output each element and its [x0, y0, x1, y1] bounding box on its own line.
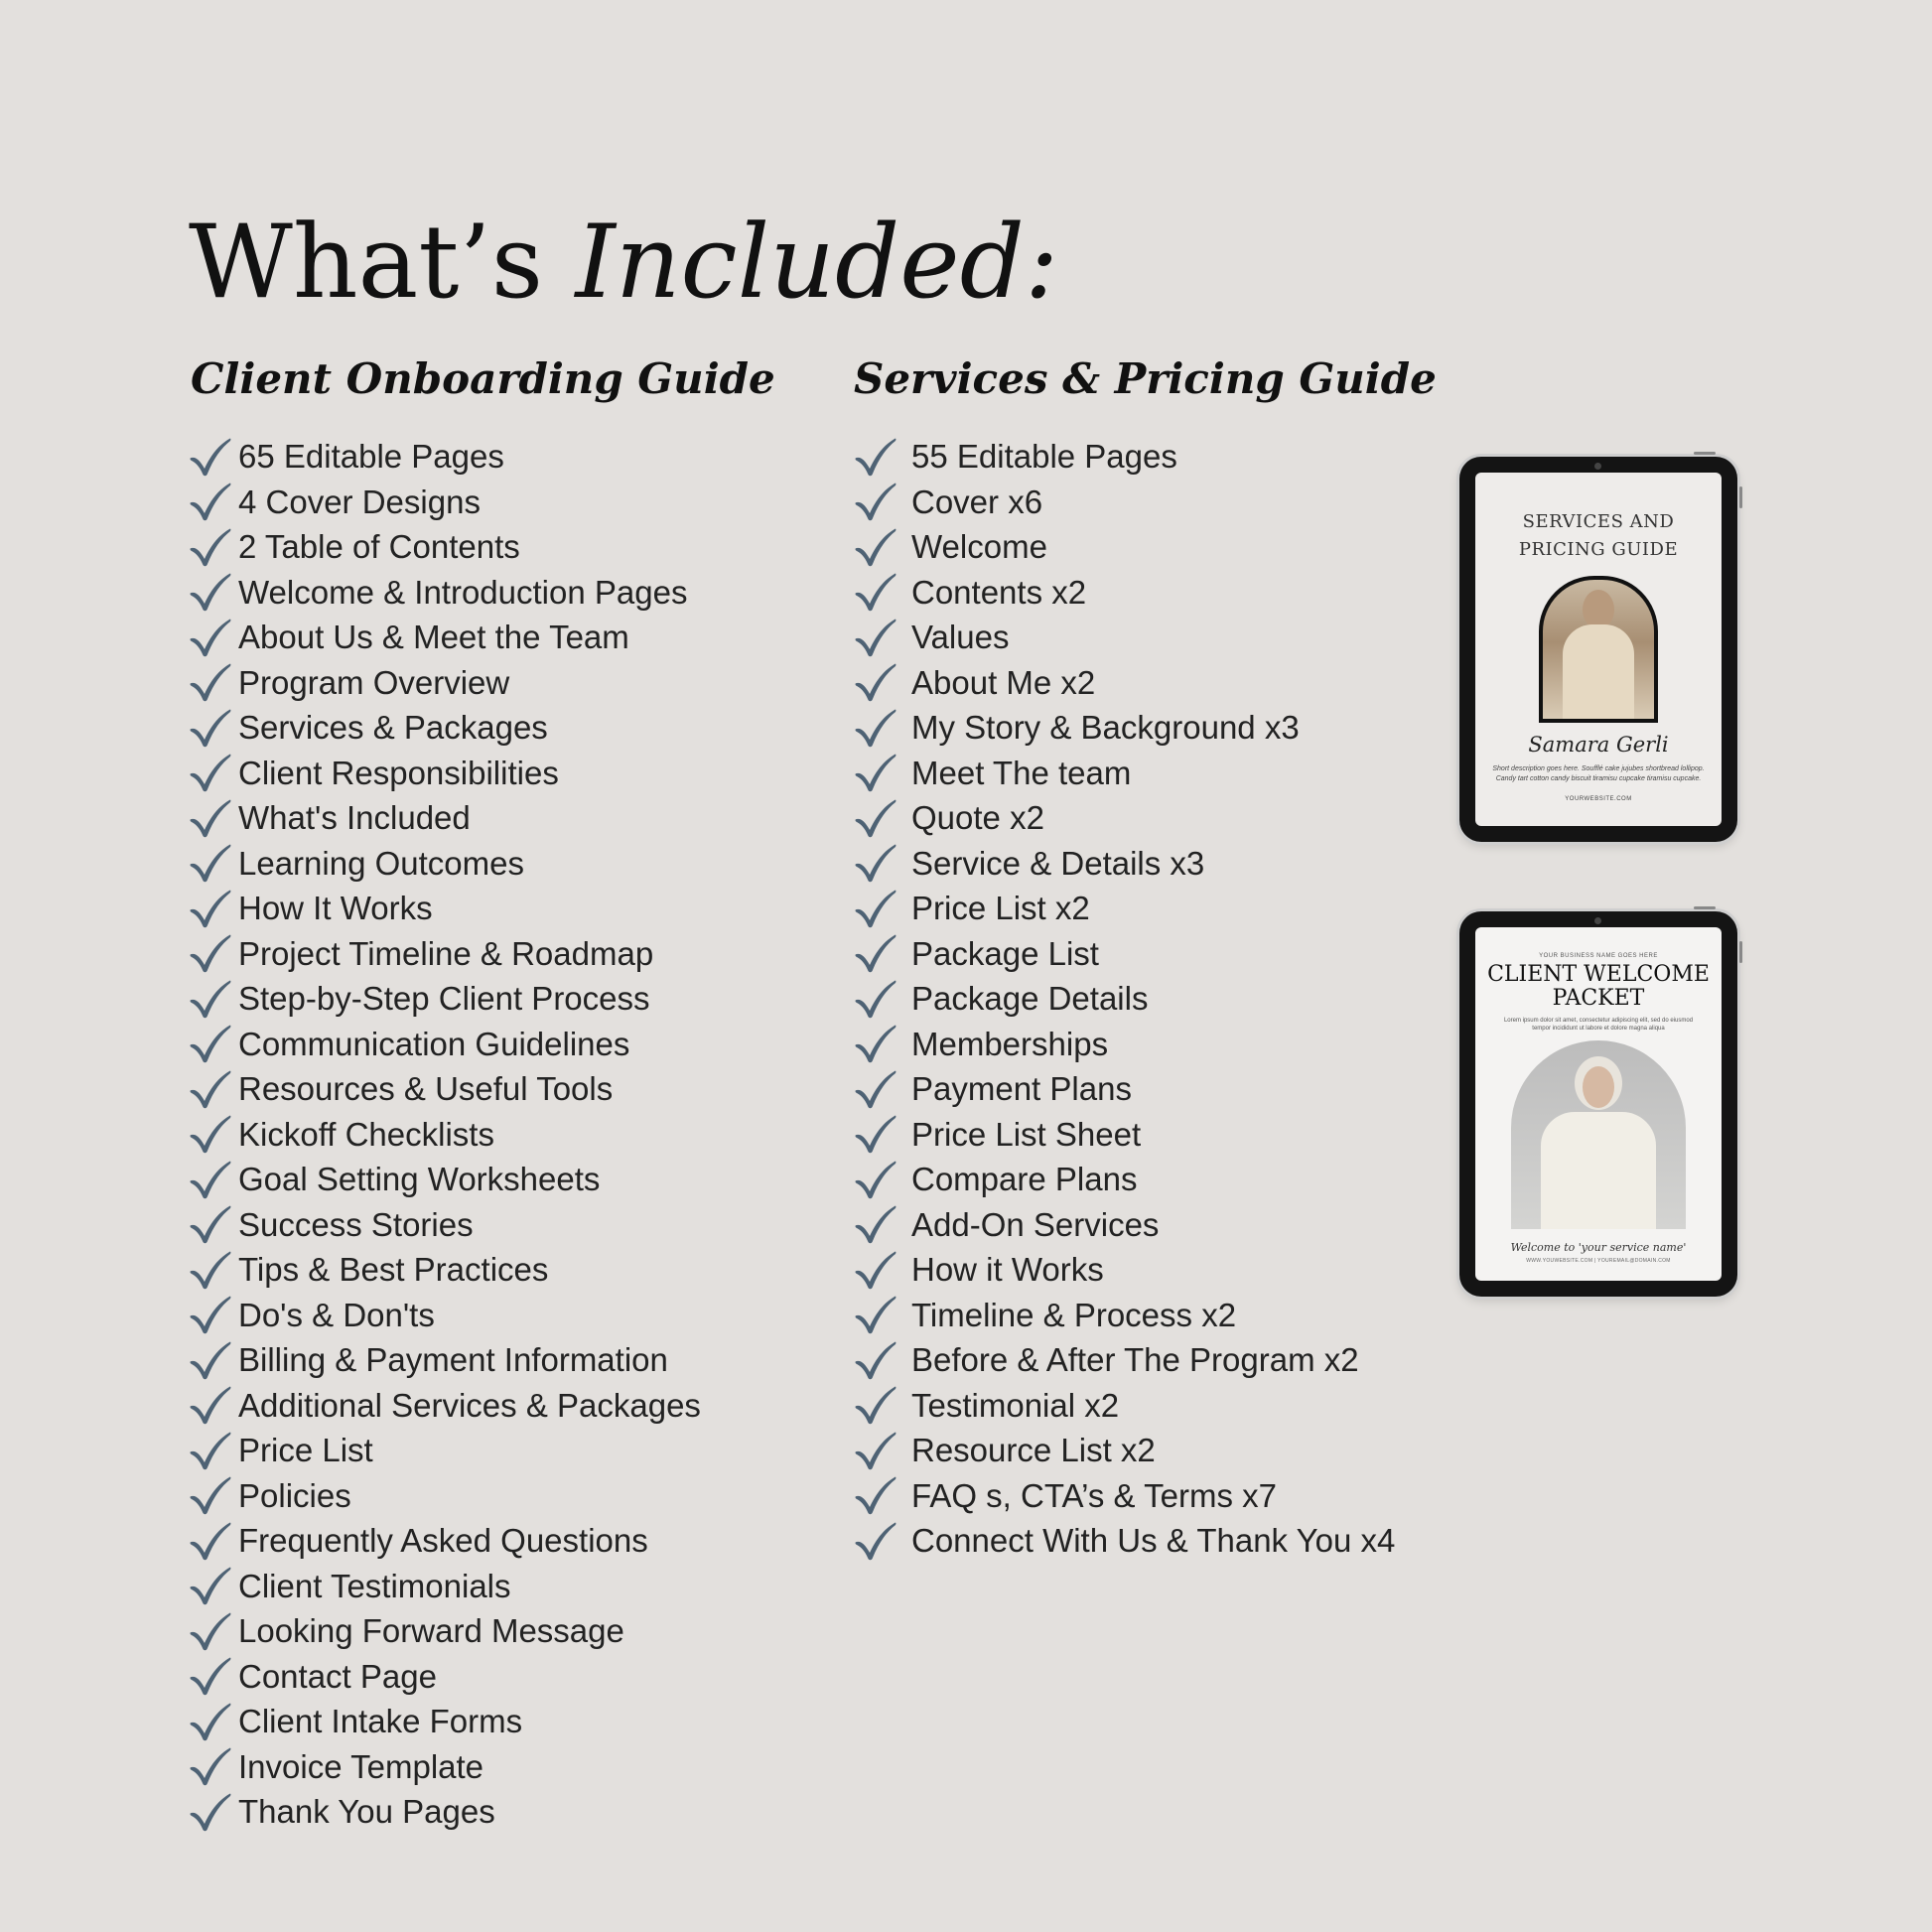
- cover-title-line: PACKET: [1552, 986, 1645, 1011]
- cover-url: WWW.YOUWEBSITE.COM | YOUREMAIL@DOMAIN.COM: [1526, 1258, 1671, 1264]
- check-icon: [854, 1068, 897, 1110]
- list-item: [854, 751, 1395, 796]
- list-item: [189, 841, 701, 887]
- list-item: [854, 1066, 1395, 1112]
- list-item: [854, 1383, 1395, 1429]
- check-icon: [854, 1520, 897, 1562]
- check-icon: [189, 1745, 232, 1787]
- list-item: [189, 795, 701, 841]
- cover-description: Short description goes here. Soufflé cake jujubes shortbread lollipop. Candy tart cotton candy biscuit tiramisu cupcake tiramisu cupcake.: [1492, 765, 1705, 782]
- list-item: [189, 1699, 701, 1744]
- check-icon: [189, 1159, 232, 1200]
- list-item-label: Add-On Services: [911, 1205, 1160, 1243]
- list-item-label: Timeline & Process x2: [911, 1296, 1237, 1333]
- tablet-screen: [1475, 473, 1722, 826]
- cover-photo: [1511, 1040, 1686, 1229]
- list-item: [854, 1428, 1395, 1473]
- list-item: [854, 976, 1395, 1022]
- list-item-label: What's Included: [238, 799, 471, 836]
- cover-title-line: CLIENT WELCOME: [1487, 962, 1710, 987]
- list-item: [854, 660, 1395, 706]
- list-item-label: 4 Cover Designs: [238, 483, 481, 520]
- list-item-label: Service & Details x3: [911, 844, 1205, 882]
- check-icon: [189, 1520, 232, 1562]
- check-icon: [854, 481, 897, 522]
- list-item: [189, 615, 701, 660]
- check-icon: [854, 1339, 897, 1381]
- check-icon: [189, 707, 232, 749]
- check-icon: [189, 1384, 232, 1426]
- list-item-label: Compare Plans: [911, 1161, 1138, 1197]
- check-icon: [854, 707, 897, 749]
- tablet-services-pricing-preview: [1459, 457, 1737, 842]
- photo-body: [1563, 624, 1634, 719]
- list-item: [189, 976, 701, 1022]
- list-item-label: How It Works: [238, 890, 433, 926]
- check-icon: [854, 752, 897, 793]
- check-icon: [189, 1023, 232, 1064]
- camera-icon: [1594, 917, 1601, 924]
- list-item: [189, 1654, 701, 1700]
- list-item-label: Success Stories: [238, 1205, 474, 1243]
- list-item: [854, 705, 1395, 751]
- check-icon: [854, 617, 897, 658]
- check-icon: [854, 436, 897, 478]
- list-item-label: Client Responsibilities: [238, 754, 559, 791]
- check-icon: [189, 571, 232, 613]
- check-icon: [854, 1384, 897, 1426]
- list-item-label: About Us & Meet the Team: [238, 619, 629, 655]
- list-item-label: Thank You Pages: [238, 1793, 495, 1830]
- list-item-label: 2 Table of Contents: [238, 528, 520, 565]
- list-item: [189, 1112, 701, 1158]
- list-item-label: Values: [911, 619, 1010, 655]
- check-icon: [189, 526, 232, 568]
- list-item: [854, 1247, 1395, 1293]
- list-item: [189, 1428, 701, 1473]
- list-item-label: Step-by-Step Client Process: [238, 980, 650, 1017]
- check-icon: [854, 978, 897, 1020]
- check-icon: [189, 1339, 232, 1381]
- list-item-label: Goal Setting Worksheets: [238, 1161, 601, 1197]
- check-icon: [189, 1565, 232, 1606]
- list-item-label: Client Testimonials: [238, 1567, 511, 1604]
- check-icon: [189, 617, 232, 658]
- list-item: [189, 1247, 701, 1293]
- list-item: [189, 434, 701, 480]
- check-icon: [854, 1294, 897, 1335]
- list-item-label: 65 Editable Pages: [238, 438, 504, 475]
- list-item-label: Price List x2: [911, 890, 1090, 926]
- cover-business-name: YOUR BUSINESS NAME GOES HERE: [1539, 953, 1658, 959]
- cover-description: Lorem ipsum dolor sit amet, consectetur adipiscing elit, sed do eiusmod tempor incididunt ut labore et dolore magna aliqua: [1503, 1018, 1694, 1032]
- tablet-button: [1694, 452, 1716, 455]
- check-icon: [189, 888, 232, 929]
- list-item-label: Price List: [238, 1432, 373, 1468]
- list-item-label: Memberships: [911, 1025, 1109, 1062]
- list-item-label: About Me x2: [911, 663, 1096, 701]
- list-item: [189, 1022, 701, 1067]
- check-icon: [854, 1249, 897, 1291]
- title-italic: Included:: [575, 204, 1059, 322]
- check-icon: [189, 1068, 232, 1110]
- list-item-label: Project Timeline & Roadmap: [238, 934, 654, 972]
- check-icon: [854, 842, 897, 884]
- check-icon: [854, 1023, 897, 1064]
- check-icon: [189, 1474, 232, 1516]
- list-item-label: Meet The team: [911, 754, 1132, 791]
- check-icon: [854, 1474, 897, 1516]
- list-item-label: My Story & Background x3: [911, 709, 1300, 746]
- list-item: [189, 1293, 701, 1338]
- list-item-label: Contents x2: [911, 573, 1087, 611]
- list-item: [189, 524, 701, 570]
- list-item: [189, 1564, 701, 1609]
- cover-photo: [1539, 576, 1658, 723]
- check-icon: [189, 1610, 232, 1652]
- list-item: [854, 1112, 1395, 1158]
- list-item-label: Communication Guidelines: [238, 1025, 630, 1062]
- photo-body: [1541, 1112, 1656, 1229]
- list-item: [189, 1202, 701, 1248]
- pricing-heading: Services & Pricing Guide: [854, 354, 1437, 403]
- list-item-label: FAQ s, CTA’s & Terms x7: [911, 1476, 1277, 1514]
- check-icon: [189, 481, 232, 522]
- check-icon: [189, 752, 232, 793]
- check-icon: [189, 1113, 232, 1155]
- check-icon: [189, 436, 232, 478]
- list-item-label: Billing & Payment Information: [238, 1341, 668, 1378]
- list-item-label: Connect With Us & Thank You x4: [911, 1522, 1396, 1559]
- check-icon: [854, 526, 897, 568]
- list-item-label: Resource List x2: [911, 1432, 1156, 1468]
- list-item-label: Do's & Don'ts: [238, 1296, 435, 1333]
- list-item: [189, 570, 701, 616]
- check-icon: [189, 932, 232, 974]
- tablet-button: [1739, 941, 1742, 963]
- check-icon: [189, 1791, 232, 1833]
- list-item: [189, 660, 701, 706]
- tablet-button: [1694, 906, 1716, 909]
- list-item: [854, 1202, 1395, 1248]
- list-item: [189, 1473, 701, 1519]
- cover-title-line: SERVICES AND: [1522, 511, 1675, 532]
- cover-title: [1475, 963, 1722, 1011]
- list-item-label: Package Details: [911, 980, 1149, 1017]
- title-main: What’s: [189, 204, 544, 322]
- list-item: [189, 1066, 701, 1112]
- list-item: [854, 1157, 1395, 1202]
- list-item: [189, 1518, 701, 1564]
- cover-welcome: Welcome to 'your service name': [1510, 1241, 1687, 1254]
- check-icon: [854, 1113, 897, 1155]
- check-icon: [854, 1203, 897, 1245]
- list-item: [854, 1022, 1395, 1067]
- check-icon: [854, 661, 897, 703]
- list-item-label: Price List Sheet: [911, 1115, 1142, 1153]
- list-item-label: Program Overview: [238, 663, 510, 701]
- photo-face: [1583, 1066, 1614, 1108]
- list-item: [854, 524, 1395, 570]
- check-icon: [189, 978, 232, 1020]
- check-icon: [189, 1249, 232, 1291]
- cover-title-line: PRICING GUIDE: [1518, 539, 1679, 560]
- cover-url: YOURWEBSITE.COM: [1565, 796, 1632, 802]
- page-title: [189, 199, 1058, 328]
- pricing-list: [854, 434, 1395, 1564]
- list-item-label: Welcome & Introduction Pages: [238, 573, 688, 611]
- list-item: [189, 931, 701, 977]
- list-item: [854, 434, 1395, 480]
- list-item-label: Before & After The Program x2: [911, 1341, 1359, 1378]
- check-icon: [854, 797, 897, 839]
- list-item-label: Welcome: [911, 528, 1047, 565]
- check-icon: [189, 1430, 232, 1471]
- list-item-label: Kickoff Checklists: [238, 1115, 494, 1153]
- cover-title: [1475, 508, 1722, 564]
- camera-icon: [1594, 463, 1601, 470]
- list-item: [854, 570, 1395, 616]
- list-item-label: Payment Plans: [911, 1070, 1132, 1107]
- list-item: [854, 1473, 1395, 1519]
- check-icon: [854, 888, 897, 929]
- list-item: [189, 751, 701, 796]
- list-item: [854, 931, 1395, 977]
- list-item: [854, 886, 1395, 931]
- list-item-label: 55 Editable Pages: [911, 438, 1177, 475]
- list-item-label: Cover x6: [911, 483, 1043, 520]
- list-item-label: Client Intake Forms: [238, 1703, 523, 1739]
- check-icon: [189, 797, 232, 839]
- list-item: [189, 1337, 701, 1383]
- list-item: [854, 1337, 1395, 1383]
- list-item: [854, 615, 1395, 660]
- list-item-label: Policies: [238, 1476, 351, 1514]
- check-icon: [854, 932, 897, 974]
- check-icon: [854, 1430, 897, 1471]
- photo-face: [1583, 590, 1614, 629]
- tablet-button: [1739, 486, 1742, 508]
- check-icon: [189, 1203, 232, 1245]
- list-item-label: Invoice Template: [238, 1747, 484, 1785]
- list-item: [854, 795, 1395, 841]
- list-item: [189, 705, 701, 751]
- list-item: [854, 1293, 1395, 1338]
- list-item-label: Quote x2: [911, 799, 1044, 836]
- check-icon: [189, 661, 232, 703]
- tablet-client-welcome-preview: [1459, 911, 1737, 1297]
- list-item-label: Testimonial x2: [911, 1386, 1120, 1424]
- cover-signature: Samara Gerli: [1528, 733, 1669, 757]
- list-item: [189, 886, 701, 931]
- onboarding-list: [189, 434, 701, 1835]
- list-item-label: Services & Packages: [238, 709, 548, 746]
- list-item: [189, 1789, 701, 1835]
- onboarding-heading: Client Onboarding Guide: [191, 354, 775, 403]
- list-item-label: How it Works: [911, 1251, 1104, 1288]
- list-item-label: Tips & Best Practices: [238, 1251, 549, 1288]
- check-icon: [189, 1655, 232, 1697]
- list-item: [854, 1518, 1395, 1564]
- list-item-label: Frequently Asked Questions: [238, 1522, 648, 1559]
- check-icon: [189, 842, 232, 884]
- check-icon: [854, 1159, 897, 1200]
- list-item-label: Looking Forward Message: [238, 1612, 624, 1649]
- list-item: [854, 480, 1395, 525]
- tablet-screen: [1475, 927, 1722, 1281]
- list-item: [189, 1744, 701, 1790]
- list-item-label: Contact Page: [238, 1657, 437, 1695]
- list-item-label: Package List: [911, 934, 1099, 972]
- check-icon: [189, 1294, 232, 1335]
- list-item: [189, 1608, 701, 1654]
- check-icon: [189, 1701, 232, 1742]
- list-item: [189, 1383, 701, 1429]
- list-item: [189, 1157, 701, 1202]
- list-item-label: Learning Outcomes: [238, 844, 524, 882]
- check-icon: [854, 571, 897, 613]
- list-item: [854, 841, 1395, 887]
- list-item-label: Additional Services & Packages: [238, 1386, 701, 1424]
- list-item: [189, 480, 701, 525]
- list-item-label: Resources & Useful Tools: [238, 1070, 614, 1107]
